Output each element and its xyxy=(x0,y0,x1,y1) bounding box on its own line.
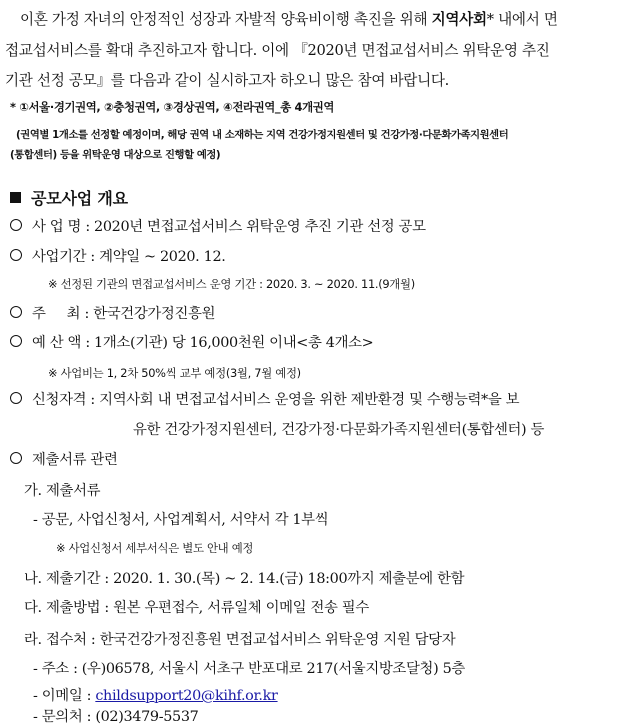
item-documents xyxy=(10,448,118,469)
period-note: ※ 선정된 기관의 면접교섭서비스 운영 기간 : 2020. 3. ~ 2020. 11.(9개월) xyxy=(48,277,415,291)
section-title: 공모사업 개요 xyxy=(31,189,128,208)
documents-ga-title: 가. 제출서류 xyxy=(24,483,101,499)
documents-da: 다. 제출방법 : 원본 우편접수, 서류일체 이메일 전송 필수 xyxy=(24,600,369,616)
regions-items: ①서울·경기권역, ②충청권역, ③경상권역, ④전라권역_총 xyxy=(19,100,295,114)
section-heading xyxy=(10,186,128,209)
regions-prefix: * xyxy=(10,100,20,114)
documents-na: 나. 제출기간 : 2020. 1. 30.(목) ~ 2. 14.(금) 18:00까지 제출분에 한함 xyxy=(24,571,465,587)
item-text: 제출서류 관련 xyxy=(32,452,118,468)
intro-line-2: 접교섭서비스를 확대 추진하고자 합니다. 이에 『2020년 면접교섭서비스 위탁운영 추진 xyxy=(5,42,550,59)
item-budget xyxy=(10,331,373,352)
email-label: - 이메일 : xyxy=(33,688,96,704)
intro-line-1 xyxy=(20,8,558,29)
budget-note: ※ 사업비는 1, 2차 50%씩 교부 예정(3월, 7월 예정) xyxy=(48,366,301,380)
item-text: 주 최 : 한국건강가정진흥원 xyxy=(32,306,216,322)
regions-total: 4개권역 xyxy=(294,100,335,114)
item-eligibility xyxy=(10,388,519,409)
square-bullet-icon xyxy=(10,192,21,203)
intro-text: * 내에서 면 xyxy=(486,11,558,28)
item-text: 신청자격 : 지역사회 내 면접교섭서비스 운영을 위한 제반환경 및 수행능력*을 보 xyxy=(32,392,520,408)
documents-address: - 주소 : (우)06578, 서울시 서초구 반포대로 217(서울지방조달청) 5층 xyxy=(33,661,465,677)
region-note-line-2: (통합센터) 등을 위탁운영 대상으로 진행할 예정) xyxy=(10,149,221,161)
circle-bullet-icon xyxy=(10,392,22,404)
circle-bullet-icon xyxy=(10,249,22,261)
documents-ga-list: - 공문, 사업신청서, 사업계획서, 서약서 각 1부씩 xyxy=(33,512,329,528)
circle-bullet-icon xyxy=(10,452,22,464)
intro-text: 이혼 가정 자녀의 안정적인 성장과 자발적 양육비이행 촉진을 위해 xyxy=(20,11,432,28)
documents-ga-note: ※ 사업신청서 세부서식은 별도 안내 예정 xyxy=(56,541,254,555)
documents-phone: - 문의처 : (02)3479-5537 xyxy=(33,709,199,725)
item-project-period xyxy=(10,245,225,266)
circle-bullet-icon xyxy=(10,219,22,231)
item-text: 사 업 명 : 2020년 면접교섭서비스 위탁운영 추진 기관 선정 공모 xyxy=(32,219,426,235)
circle-bullet-icon xyxy=(10,306,22,318)
intro-bold-text: 지역사회 xyxy=(431,11,487,28)
region-note-line-1: (권역별 1개소를 선정할 예정이며, 해당 권역 내 소재하는 지역 건강가정지원센터 및 건강가정·다문화가족지원센터 xyxy=(16,129,509,141)
circle-bullet-icon xyxy=(10,335,22,347)
regions-line xyxy=(10,99,334,115)
item-text: 사업기간 : 계약일 ~ 2020. 12. xyxy=(32,249,226,265)
email-link[interactable]: childsupport20@kihf.or.kr xyxy=(95,688,278,704)
item-text: 예 산 액 : 1개소(기관) 당 16,000천원 이내<총 4개소> xyxy=(32,335,374,351)
eligibility-line-2: 유한 건강가정지원센터, 건강가정·다문화가족지원센터(통합센터) 등 xyxy=(133,422,545,438)
intro-line-3: 기관 선정 공모』를 다음과 같이 실시하고자 하오니 많은 참여 바랍니다. xyxy=(5,72,450,89)
documents-email-line xyxy=(33,684,278,705)
item-project-name xyxy=(10,215,426,236)
item-host xyxy=(10,302,215,323)
documents-ra: 라. 접수처 : 한국건강가정진흥원 면접교섭서비스 위탁운영 지원 담당자 xyxy=(24,632,456,648)
